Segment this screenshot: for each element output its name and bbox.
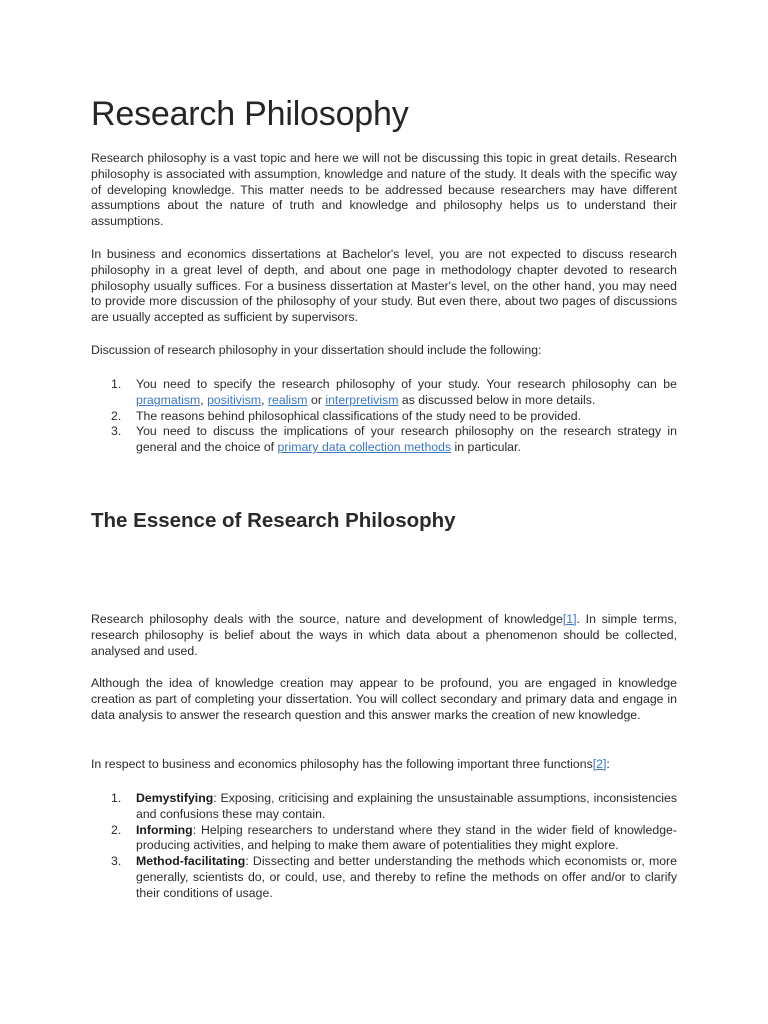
term-method-facilitating: Method-facilitating: [136, 854, 246, 869]
footnote-link-1[interactable]: [1]: [562, 612, 577, 626]
link-positivism[interactable]: positivism: [207, 392, 262, 407]
section-heading: The Essence of Research Philosophy: [91, 509, 456, 532]
term-demystifying: Demystifying: [136, 791, 214, 805]
link-interpretivism[interactable]: interpretivism: [325, 392, 399, 407]
link-pragmatism[interactable]: pragmatism: [136, 392, 201, 407]
list-number: 2.: [111, 822, 122, 837]
list-item: 1. Demystifying: Exposing, criticising and explaining the unsustainable assumptions, inconsistencies and confusions these may contain.: [111, 791, 677, 821]
list-number: 3.: [111, 424, 122, 439]
list-number: 1.: [111, 377, 122, 391]
term-informing: Informing: [136, 822, 193, 837]
list-item: 2. The reasons behind philosophical classifications of the study need to be provided.: [111, 408, 582, 423]
footnote-link-2[interactable]: [2]: [592, 757, 607, 771]
intro-paragraph-3: Discussion of research philosophy in your dissertation should include the following:: [91, 343, 542, 357]
page-title: Research Philosophy: [91, 95, 409, 133]
list-item: 3. You need to discuss the implications of your research philosophy on the research strategy in general and the choice of primary data collection methods in particular.: [111, 424, 677, 455]
list-item: 1. You need to specify the research philosophy of your study. Your research philosophy can be pragmatism, positivism, realism or interpretivism as discussed below in more details.: [111, 377, 677, 407]
intro-paragraph-1: Research philosophy is a vast topic and here we will not be discussing this topic in great details. Research philosophy is associated with assumption, knowledge and nature of the study. It deals with the specific way of developing knowledge. This matter needs to be addressed because researchers may have different assumptions about the nature of truth and knowledge and philosophy helps us to understand their assumptions.: [91, 151, 677, 229]
essence-paragraph-1: Research philosophy deals with the source, nature and development of knowledge[1]. In simple terms, research philosophy is belief about the ways in which data about a phenomenon should be collected, analysed and used.: [91, 612, 677, 658]
list-item: 3. Method-facilitating: Dissecting and better understanding the methods which economists or, more generally, scientists do, or could, use, and thereby to refine the methods on offer and/or to clarify their conditions of usage.: [111, 854, 677, 900]
essence-paragraph-3: In respect to business and economics philosophy has the following important three functions[2]:: [91, 757, 610, 771]
requirements-list: [91, 377, 677, 456]
link-primary-data-collection-methods[interactable]: primary data collection methods: [277, 440, 452, 455]
list-number: 2.: [111, 408, 122, 423]
list-number: 3.: [111, 854, 122, 869]
link-realism[interactable]: realism: [267, 392, 308, 407]
intro-paragraph-2: In business and economics dissertations at Bachelor's level, you are not expected to discuss research philosophy in a great level of depth, and about one page in methodology chapter devoted to research philosophy usually suffices. For a business dissertation at Master's level, on the other hand, you may need to provide more discussion of the philosophy of your study. But even there, about two pages of discussions are usually accepted as sufficient by supervisors.: [91, 247, 677, 325]
essence-paragraph-2: Although the idea of knowledge creation may appear to be profound, you are engaged in knowledge creation as part of completing your dissertation. You will collect secondary and primary data and engage in data analysis to answer the research question and this answer marks the creation of new knowledge.: [91, 676, 677, 722]
list-number: 1.: [111, 791, 122, 805]
list-item: 2. Informing: Helping researchers to understand where they stand in the wider field of knowledge-producing activities, and helping to make them aware of potentialities they might explore.: [111, 822, 677, 853]
functions-list: [91, 791, 677, 902]
